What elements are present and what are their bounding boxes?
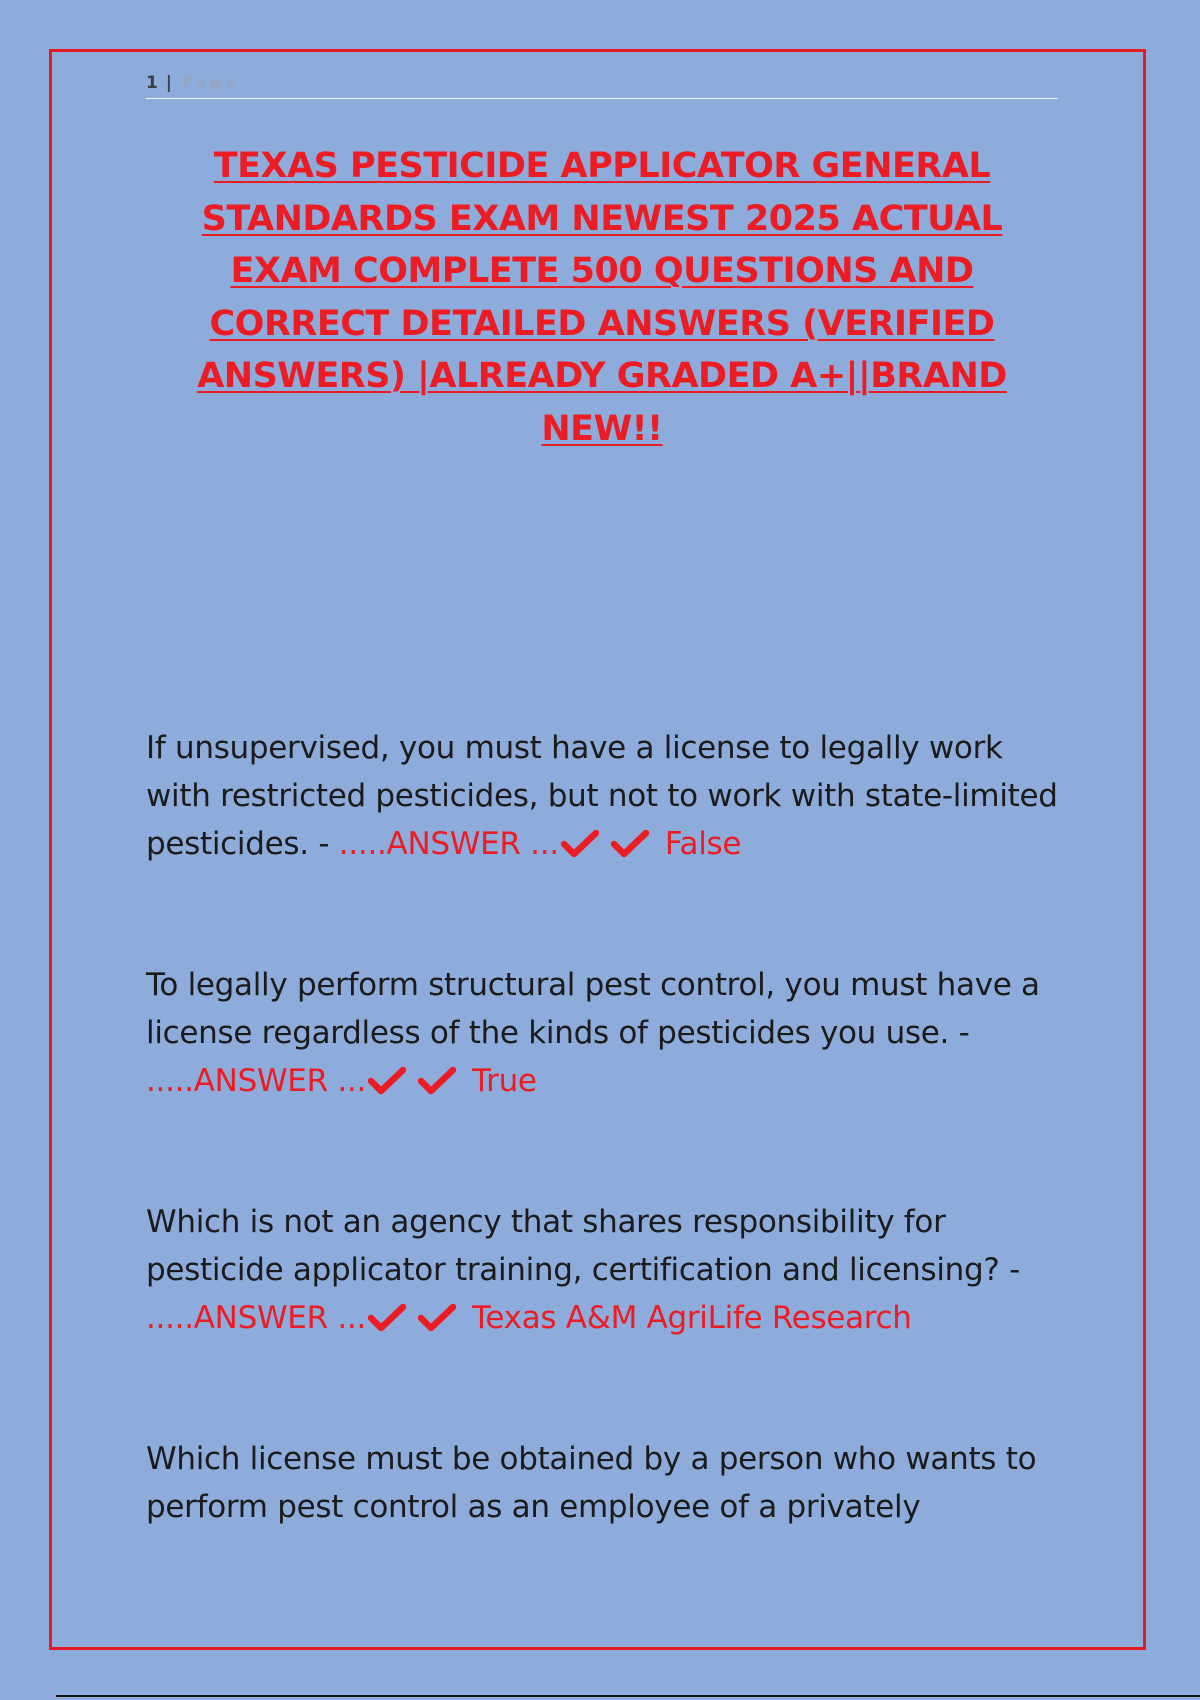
page-label: Page [182,73,241,92]
checkmark-icon [418,1298,456,1346]
checkmark-icon [611,824,649,872]
answer-marker: .....ANSWER ... [338,826,559,862]
checkmark-icon [418,1061,456,1109]
checkmark-icon [368,1298,406,1346]
bottom-rule [56,1695,1200,1697]
question-text: Which license must be obtained by a person who wants to perform pest control as an employee of a privately [146,1441,1037,1525]
question-item [146,724,1066,872]
question-text: To legally perform structural pest control, you must have a license regardless of the kinds of pesticides you use. - [146,967,1040,1051]
answer-value: Texas A&M AgriLife Research [472,1300,912,1336]
document-title: TEXAS PESTICIDE APPLICATOR GENERAL STANDARDS EXAM NEWEST 2025 ACTUAL EXAM COMPLETE 500 QUESTIONS AND CORRECT DETAILED ANSWERS (VERIFIED ANSWERS) |ALREADY GRADED A+||BRAND NEW!! [197,146,1007,449]
question-text: Which is not an agency that shares responsibility for pesticide applicator training, certification and licensing? - [146,1204,1020,1288]
question-list [146,724,1066,1531]
answer-line [339,826,741,862]
checkmark-icon [368,1061,406,1109]
question-item [146,961,1066,1109]
question-item [146,1435,1066,1531]
page-header [146,70,1058,99]
question-item [146,1198,1066,1346]
page-number: 1 | [146,73,173,93]
answer-value: False [664,826,742,862]
answer-line [146,1063,537,1099]
answer-marker: .....ANSWER ... [146,1300,367,1336]
answer-marker: .....ANSWER ... [146,1063,367,1099]
checkmark-icon [561,824,599,872]
question-text: If unsupervised, you must have a license to legally work with restricted pesticides, but not to work with state-limited pesticides. - [146,730,1058,862]
answer-value: True [472,1063,537,1099]
answer-line [146,1300,912,1336]
